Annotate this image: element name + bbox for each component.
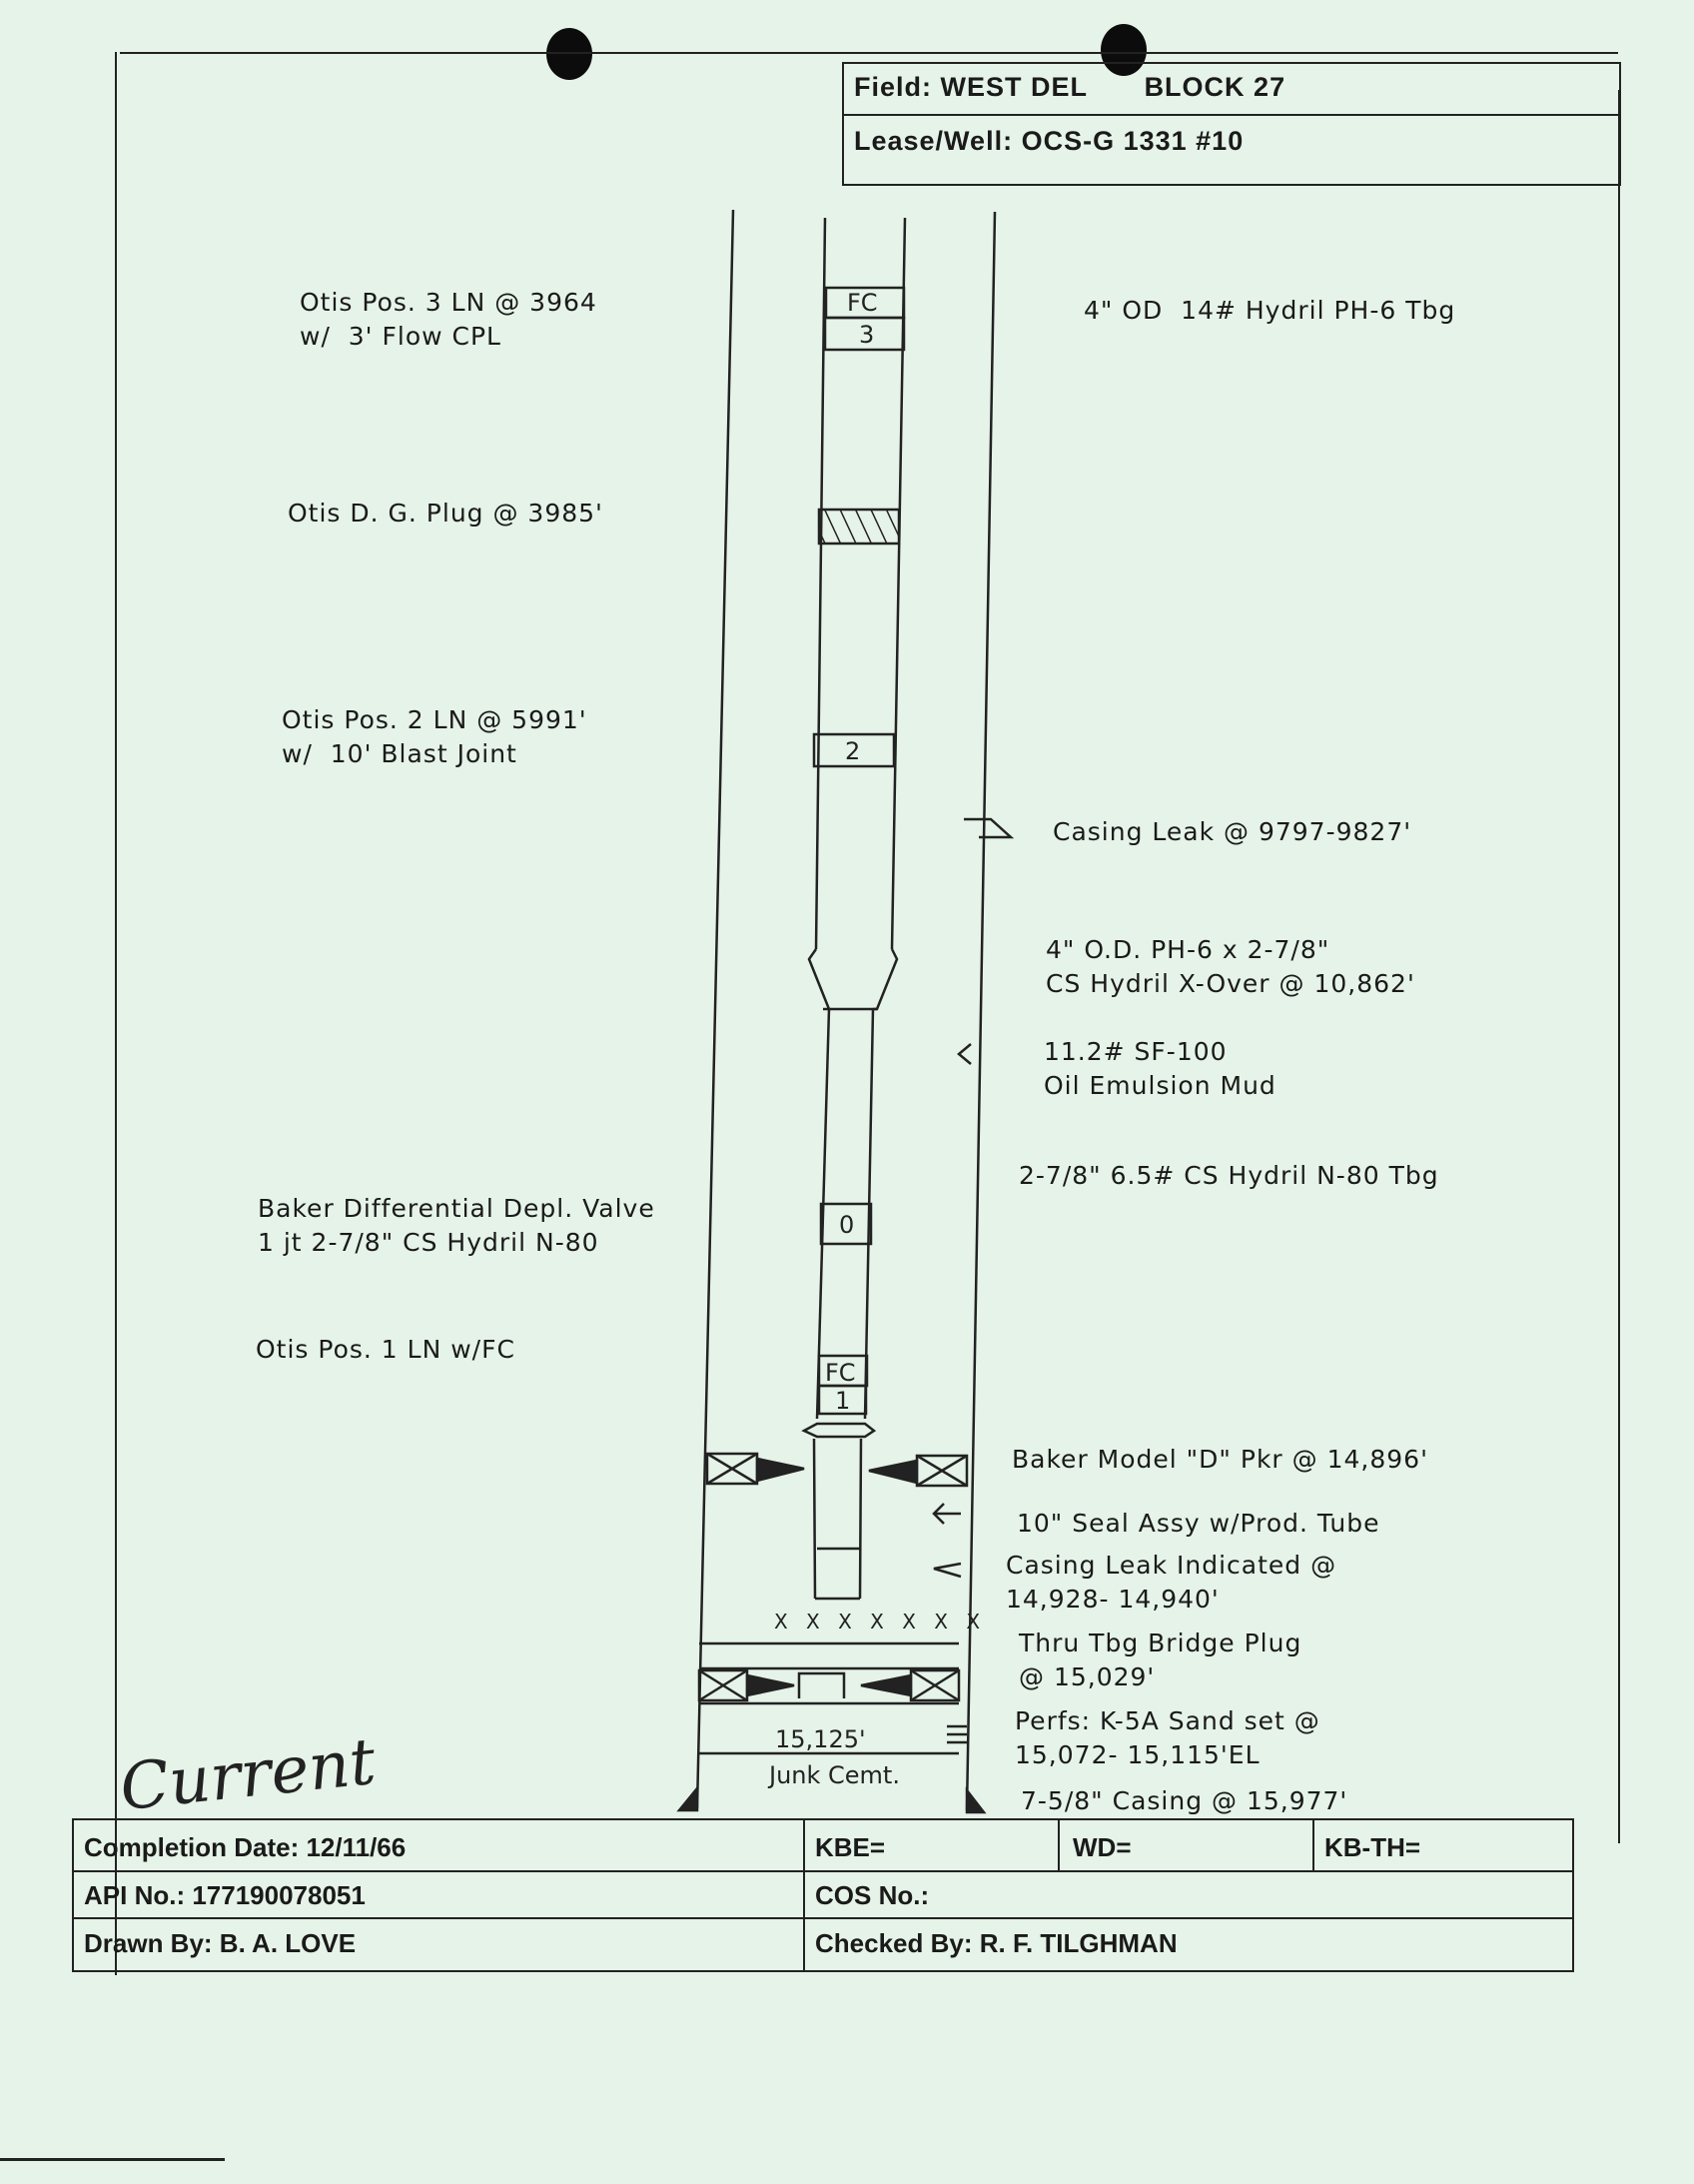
casing-left-wall [697, 210, 733, 1808]
casing-right-wall [967, 212, 995, 1810]
perf-mark [947, 1726, 967, 1742]
label-4in-tubing: 4" OD 14# Hydril PH-6 Tbg [1084, 296, 1456, 325]
packer-element-right [869, 1461, 917, 1483]
seal-assy-right [860, 1439, 861, 1599]
field-label: Field: [854, 72, 932, 102]
label-casing-depth: 7-5/8" Casing @ 15,977' [1021, 1786, 1348, 1815]
leak-indicated-mark [934, 1564, 961, 1577]
api-number: API No.: 177190078051 [84, 1880, 366, 1910]
lease-value: OCS-G 1331 #10 [1021, 126, 1245, 156]
checked-by: Checked By: R. F. TILGHMAN [815, 1928, 1178, 1958]
junk-depth-label: 15,125' [775, 1725, 866, 1753]
label-otis-pos3: Otis Pos. 3 LN @ 3964 w/ 3' Flow CPL [300, 288, 597, 351]
footer-table [72, 1818, 1574, 1972]
junk-cement-x-row: X X X X X X X [774, 1610, 987, 1634]
junk-cement-label: Junk Cemt. [769, 1761, 900, 1789]
drawn-by: Drawn By: B. A. LOVE [84, 1928, 357, 1958]
label-baker-valve: Baker Differential Depl. Valve 1 jt 2-7/8" CS Hydril N-80 [258, 1194, 655, 1257]
label-crossover: 4" O.D. PH-6 x 2-7/8" CS Hydril X-Over @ 10,862' [1046, 935, 1415, 998]
label-mud: 11.2# SF-100 Oil Emulsion Mud [1044, 1037, 1276, 1100]
mud-arrow [959, 1044, 971, 1064]
crossover-right [873, 949, 897, 1009]
casing-leak-mark [964, 819, 1011, 837]
kbe-field: KBE= [815, 1832, 886, 1862]
seal-arrow [934, 1504, 961, 1524]
field-value-end: BLOCK 27 [1144, 72, 1286, 102]
crossover-left [809, 949, 829, 1009]
valve-label: 0 [839, 1211, 855, 1239]
lease-label: Lease/Well: [854, 126, 1014, 156]
cos-number: COS No.: [815, 1880, 930, 1910]
label-perfs: Perfs: K-5A Sand set @ 15,072- 15,115'EL [1015, 1706, 1320, 1769]
label-baker-packer: Baker Model "D" Pkr @ 14,896' [1012, 1445, 1428, 1474]
pos2-label: 2 [845, 737, 861, 765]
completion-date: Completion Date: 12/11/66 [84, 1832, 407, 1862]
fc-top-label: FC [847, 289, 878, 317]
tubing-upper-left [816, 218, 825, 949]
label-dg-plug: Otis D. G. Plug @ 3985' [288, 499, 603, 528]
label-lower-tubing: 2-7/8" 6.5# CS Hydril N-80 Tbg [1019, 1161, 1439, 1190]
label-otis-pos1: Otis Pos. 1 LN w/FC [256, 1335, 515, 1364]
label-bridge-plug: Thru Tbg Bridge Plug @ 15,029' [1019, 1629, 1302, 1691]
fc-bottom-label: FC [825, 1359, 856, 1387]
seal-collar [804, 1424, 874, 1437]
kb-th-field: KB-TH= [1324, 1832, 1421, 1862]
label-seal-assy: 10" Seal Assy w/Prod. Tube [1017, 1509, 1380, 1538]
pos3-label: 3 [859, 321, 875, 349]
label-leak-indicated: Casing Leak Indicated @ 14,928- 14,940' [1006, 1551, 1337, 1614]
packer-element-left [757, 1459, 804, 1481]
field-value: WEST DEL [940, 72, 1088, 102]
label-casing-leak: Casing Leak @ 9797-9827' [1053, 817, 1412, 846]
pos1-label: 1 [835, 1387, 851, 1415]
wd-field: WD= [1073, 1832, 1132, 1862]
seal-assy-left [814, 1439, 815, 1599]
dg-plug [819, 510, 899, 544]
scan-edge-mark [0, 2158, 225, 2161]
signature-current: Current [116, 1724, 380, 1826]
label-otis-pos2: Otis Pos. 2 LN @ 5991' w/ 10' Blast Joint [282, 705, 587, 768]
